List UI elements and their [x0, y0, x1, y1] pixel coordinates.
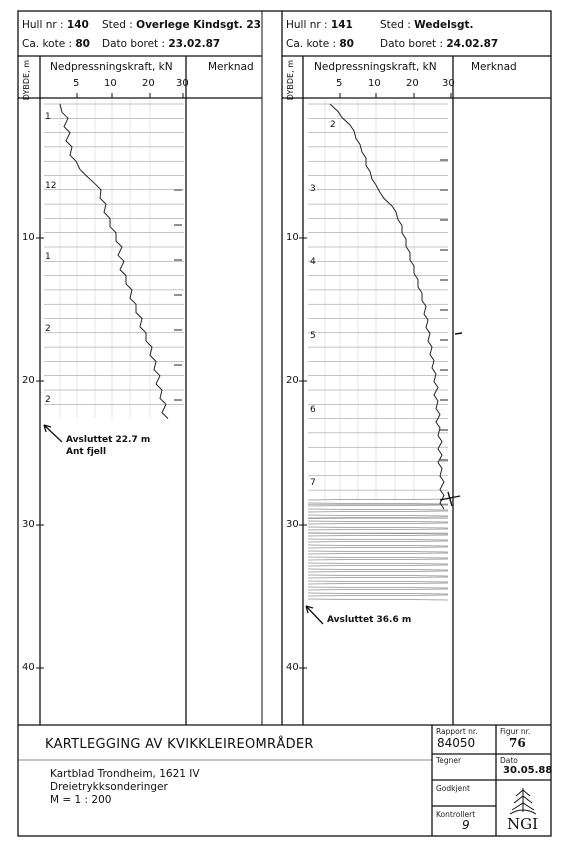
kontrollert-label: Kontrollert [436, 810, 476, 819]
left-merknad-label: Merknad [208, 61, 254, 73]
left-force-tick: 30 [176, 78, 189, 89]
left-depth-tick: 30 [22, 519, 35, 530]
left-force-tick: 20 [142, 78, 155, 89]
left-depth-tick: 10 [22, 232, 35, 243]
figur-value: 76 [509, 736, 526, 750]
right-force-tick: 20 [406, 78, 419, 89]
right-merknad-label: Merknad [471, 61, 517, 73]
left-depth-axis-label: DYBDE, m [22, 60, 31, 101]
dato-value: 24.02.87 [446, 38, 499, 50]
titleblock-line1: Kartblad Trondheim, 1621 IV [50, 768, 200, 780]
kote-value: 80 [75, 38, 90, 50]
sted-label: Sted : [102, 19, 133, 31]
right-force-tick: 5 [336, 78, 343, 89]
left-end-note: Avsluttet 22.7 m [66, 435, 151, 445]
figur-label: Figur nr. [500, 727, 531, 736]
right-force-tick: 10 [368, 78, 381, 89]
layer-mark: 6 [310, 405, 316, 415]
layer-mark: 2 [330, 120, 336, 130]
right-depth-axis-label: DYBDE, m [286, 60, 295, 101]
rapport-label: Rapport nr. [436, 727, 478, 736]
left-force-tick: 5 [73, 78, 80, 89]
dato-label: Dato boret : [380, 38, 444, 50]
layer-mark: 1 [45, 252, 51, 262]
right-force-label: Nedpressningskraft, kN [314, 61, 437, 73]
layer-mark: 4 [310, 257, 316, 267]
hull-number: 140 [66, 19, 89, 31]
titleblock-line3: M = 1 : 200 [50, 794, 112, 806]
left-force-tick: 10 [104, 78, 117, 89]
dato-value: 30.05.88 [503, 765, 553, 776]
kote-label: Ca. kote : [286, 38, 337, 50]
layer-mark: 1 [45, 112, 51, 122]
right-depth-tick: 40 [286, 662, 299, 673]
sted-value: Wedelsgt. [414, 19, 474, 31]
tegner-label: Tegner [436, 756, 462, 765]
kontrollert-value: 9 [462, 818, 470, 832]
rapport-value: 84050 [437, 736, 476, 750]
dato-value: 23.02.87 [168, 38, 221, 50]
layer-mark: 2 [45, 324, 51, 334]
right-depth-tick: 30 [286, 519, 299, 530]
layer-mark: 3 [310, 184, 316, 194]
kote-label: Ca. kote : [22, 38, 73, 50]
right-force-tick: 30 [442, 78, 455, 89]
right-depth-tick: 10 [286, 232, 299, 243]
hull-label: Hull nr : [22, 19, 64, 31]
hull-number: 141 [330, 19, 353, 31]
dato-label: Dato boret : [102, 38, 166, 50]
titleblock-line2: Dreietrykksonderinger [50, 781, 168, 793]
titleblock-title: KARTLEGGING AV KVIKKLEIREOMRÅDER [45, 737, 314, 752]
layer-mark: 12 [45, 181, 57, 191]
layer-mark: 2 [45, 395, 51, 405]
godkjent-label: Godkjent [436, 784, 470, 793]
right-depth-tick: 20 [286, 375, 299, 386]
layer-mark: 5 [310, 331, 316, 341]
left-end-note-2: Ant fjell [66, 447, 107, 457]
left-depth-tick: 40 [22, 662, 35, 673]
kote-value: 80 [339, 38, 354, 50]
layer-mark: 7 [310, 478, 316, 488]
sted-label: Sted : [380, 19, 411, 31]
dato-label: Dato [500, 756, 518, 765]
sted-value: Overlege Kindsgt. 23 [136, 19, 261, 31]
right-end-note: Avsluttet 36.6 m [327, 615, 412, 625]
ngi-logo-text: NGI [507, 815, 539, 833]
hull-label: Hull nr : [286, 19, 328, 31]
left-depth-tick: 20 [22, 375, 35, 386]
left-force-label: Nedpressningskraft, kN [50, 61, 173, 73]
